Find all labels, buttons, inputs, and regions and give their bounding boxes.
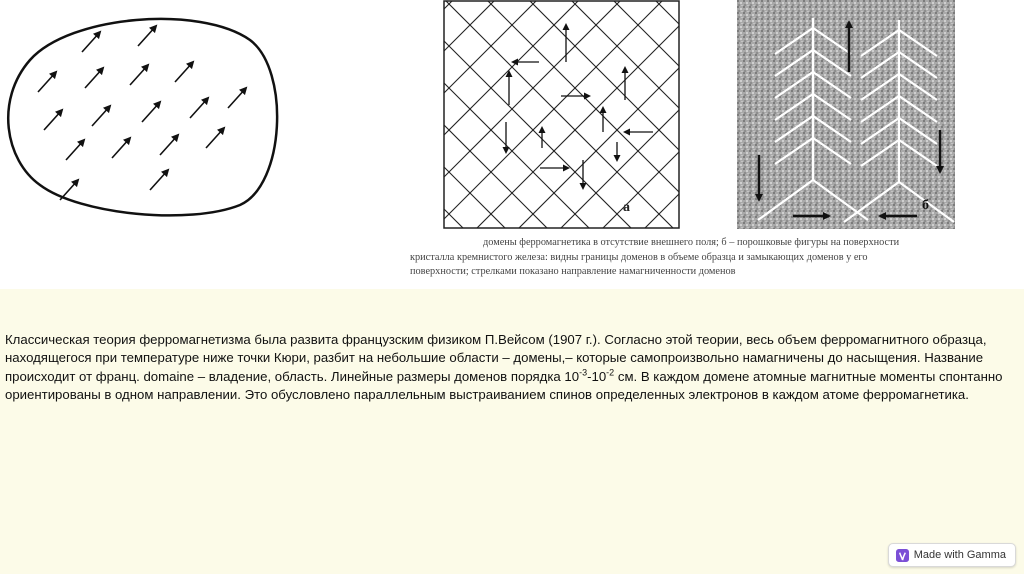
body-text-part: -10 (587, 368, 607, 384)
magnetization-arrow (38, 72, 56, 92)
magnetization-arrow (66, 140, 84, 160)
powder-figure (737, 0, 955, 229)
magnetization-arrow (138, 26, 156, 46)
magnetization-arrow (160, 135, 178, 155)
body-text-part: см. В каждом домене атомные магнитные моменты спонтанно ориентированы в одном направлении. Это обусловлено параллельным выстраиванием спинов определенных электронов в каждом атоме ферромагнетика. (5, 368, 1003, 403)
single-domain-illustration (0, 0, 300, 230)
domain-grid-figure (443, 0, 680, 229)
magnetization-arrow (206, 128, 224, 148)
magnetization-arrow (82, 32, 100, 52)
magnetization-arrow (142, 102, 160, 122)
figure-caption (410, 236, 1023, 280)
caption-line: домены ферромагнетика в отсутствие внешнего поля; б – порошковые фигуры на поверхности (483, 237, 900, 248)
figure-label-a: а (623, 200, 630, 215)
exponent: -3 (579, 367, 588, 378)
magnetization-arrow (130, 65, 148, 85)
body-paragraph (5, 331, 1020, 405)
magnetization-arrow (175, 62, 193, 82)
magnetization-arrow (190, 98, 208, 118)
figure-label-b: б (922, 198, 929, 213)
gamma-logo-icon (896, 549, 909, 562)
magnetization-arrow (228, 88, 246, 108)
made-with-gamma-badge[interactable] (888, 543, 1016, 567)
body-text-part: Классическая теория ферромагнетизма была развита французским физиком П.Вейсом (1907 г.). Согласно этой теории, весь объем ферромагнитного образца, находящегося при температуре ниже точки Кюри, разбит на небольшие области – домены,– которые самопроизвольно намагничены до насыщения. Название происходит от франц. domaine – владение, область. Линейные размеры доменов порядка 10 (5, 332, 987, 384)
exponent: -2 (606, 367, 615, 378)
caption-line: кристалла кремнистого железа: видны границы доменов в объеме образца и замыкающих доменов у его (410, 251, 868, 263)
magnetization-arrow (60, 180, 78, 200)
badge-label: Made with Gamma (913, 549, 1006, 561)
magnetization-arrow (150, 170, 168, 190)
magnetization-arrow (44, 110, 62, 130)
magnetization-arrow (92, 106, 110, 126)
magnetization-arrow (112, 138, 130, 158)
magnetization-arrow (85, 68, 103, 88)
caption-line: поверхности; стрелками показано направление намагниченности доменов (410, 266, 736, 277)
